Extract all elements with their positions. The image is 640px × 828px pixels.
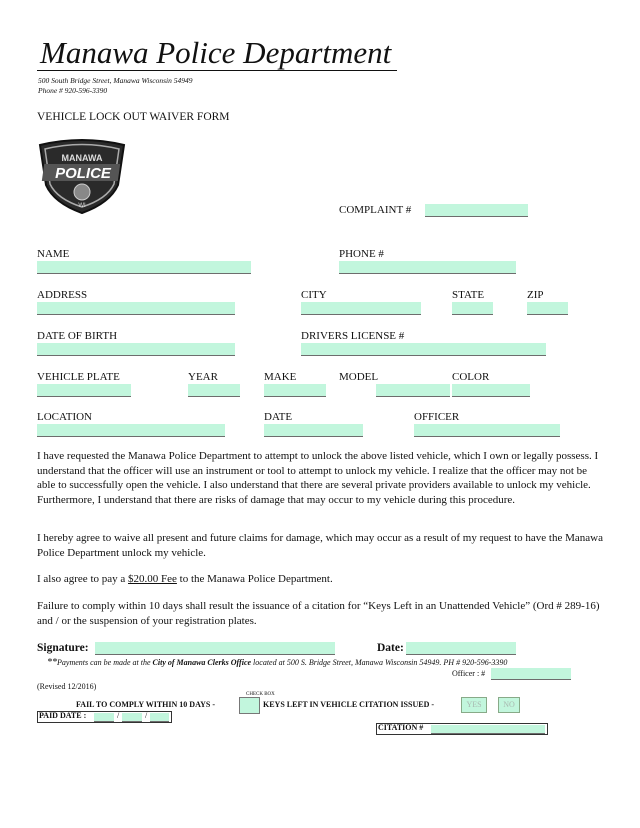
plate-label: VEHICLE PLATE xyxy=(37,371,120,383)
city-field[interactable] xyxy=(301,302,421,315)
citation-field[interactable] xyxy=(431,725,545,734)
year-field[interactable] xyxy=(188,384,240,397)
fee-paragraph: I also agree to pay a $20.00 Fee to the Manawa Police Department. xyxy=(37,573,333,585)
paid-date-label: PAID DATE : xyxy=(39,711,87,720)
city-label: CITY xyxy=(301,289,327,301)
phone-field[interactable] xyxy=(339,261,516,274)
location-label: LOCATION xyxy=(37,411,92,423)
year-label: YEAR xyxy=(188,371,218,383)
signature-label: Signature: xyxy=(37,642,89,654)
officer-field[interactable] xyxy=(414,424,560,437)
phone-line: Phone # 920-596-3390 xyxy=(38,86,108,95)
complaint-field[interactable] xyxy=(425,204,528,217)
page-title: Manawa Police Department xyxy=(37,36,397,71)
waiver-paragraph-1: I have requested the Manawa Police Department to attempt to unlock the above listed vehicle, which I own or legally possess. I understand that the officer will use an instrument or tool to attempt to unlock my vehicle. I realize that the officer may not be able to successfully open the vehicle. I also understand that there are several private providers available to unlock my vehicle. Furthermore, I understand that there are risks of damage that may occur to my vehicle during this procedure. xyxy=(37,450,599,506)
officer-label: OFFICER xyxy=(414,411,460,423)
model-label: MODEL xyxy=(339,371,379,383)
address-label: ADDRESS xyxy=(37,289,88,301)
model-field[interactable] xyxy=(376,384,450,397)
paid-year-field[interactable] xyxy=(150,713,169,722)
payments-note: **Payments can be made at the City of Manawa Clerks Office located at 500 S. Bridge Street, Manawa Wisconsin 54949. PH # 920-596-3390 xyxy=(47,657,508,668)
phone-label: PHONE # xyxy=(339,248,384,260)
signature-date-label: Date: xyxy=(377,642,404,654)
license-field[interactable] xyxy=(301,343,546,356)
officer-number-label: Officer : # xyxy=(452,669,486,678)
date-label: DATE xyxy=(264,411,293,423)
citation-box xyxy=(376,723,548,735)
plate-field[interactable] xyxy=(37,384,131,397)
waiver-paragraph-2: I hereby agree to waive all present and future claims for damage, which may occur as a result of my request to have the Manawa Police Department unlock my vehicle. xyxy=(37,532,603,559)
paid-month-field[interactable] xyxy=(94,713,114,722)
location-field[interactable] xyxy=(37,424,225,437)
zip-field[interactable] xyxy=(527,302,568,315)
license-label: DRIVERS LICENSE # xyxy=(301,330,405,342)
zip-label: ZIP xyxy=(527,289,544,301)
keys-left-label: KEYS LEFT IN VEHICLE CITATION ISSUED - xyxy=(263,700,435,709)
state-label: STATE xyxy=(452,289,485,301)
color-label: COLOR xyxy=(452,371,490,383)
badge-top-text: MANAWA xyxy=(61,153,103,163)
police-badge-logo xyxy=(36,137,128,217)
citation-paragraph: Failure to comply within 10 days shall result the issuance of a citation for “Keys Left in an Unattended Vehicle” (Ord # 289-16) and / or the suspension of your registration plates. xyxy=(37,600,600,627)
yes-checkbox[interactable]: YES xyxy=(461,697,487,713)
state-field[interactable] xyxy=(452,302,493,315)
no-checkbox[interactable]: NO xyxy=(498,697,520,713)
name-field[interactable] xyxy=(37,261,251,274)
color-field[interactable] xyxy=(452,384,530,397)
fail-to-comply-label: FAIL TO COMPLY WITHIN 10 DAYS - xyxy=(76,700,215,709)
name-label: NAME xyxy=(37,248,70,260)
form-title: VEHICLE LOCK OUT WAIVER FORM xyxy=(37,111,230,123)
badge-middle-text: POLICE xyxy=(55,165,111,182)
fail-to-comply-checkbox[interactable] xyxy=(239,697,260,714)
paid-day-field[interactable] xyxy=(122,713,142,722)
make-label: MAKE xyxy=(264,371,297,383)
complaint-label: COMPLAINT # xyxy=(339,204,412,216)
make-field[interactable] xyxy=(264,384,326,397)
dob-field[interactable] xyxy=(37,343,235,356)
date-field[interactable] xyxy=(264,424,363,437)
address-field[interactable] xyxy=(37,302,235,315)
revised-note: (Revised 12/2016) xyxy=(37,682,97,691)
signature-field[interactable] xyxy=(95,642,335,655)
address-line: 500 South Bridge Street, Manawa Wisconsin 54949 xyxy=(38,76,193,85)
signature-date-field[interactable] xyxy=(406,642,516,655)
officer-number-field[interactable] xyxy=(491,668,571,680)
check-box-label: CHECK BOX xyxy=(246,692,275,697)
badge-bottom-text: WI xyxy=(78,203,86,209)
dob-label: DATE OF BIRTH xyxy=(37,330,118,342)
paid-date-box: PAID DATE : / / xyxy=(37,711,172,723)
citation-label: CITATION # xyxy=(378,723,424,732)
fee-amount: $20.00 Fee xyxy=(128,573,177,585)
